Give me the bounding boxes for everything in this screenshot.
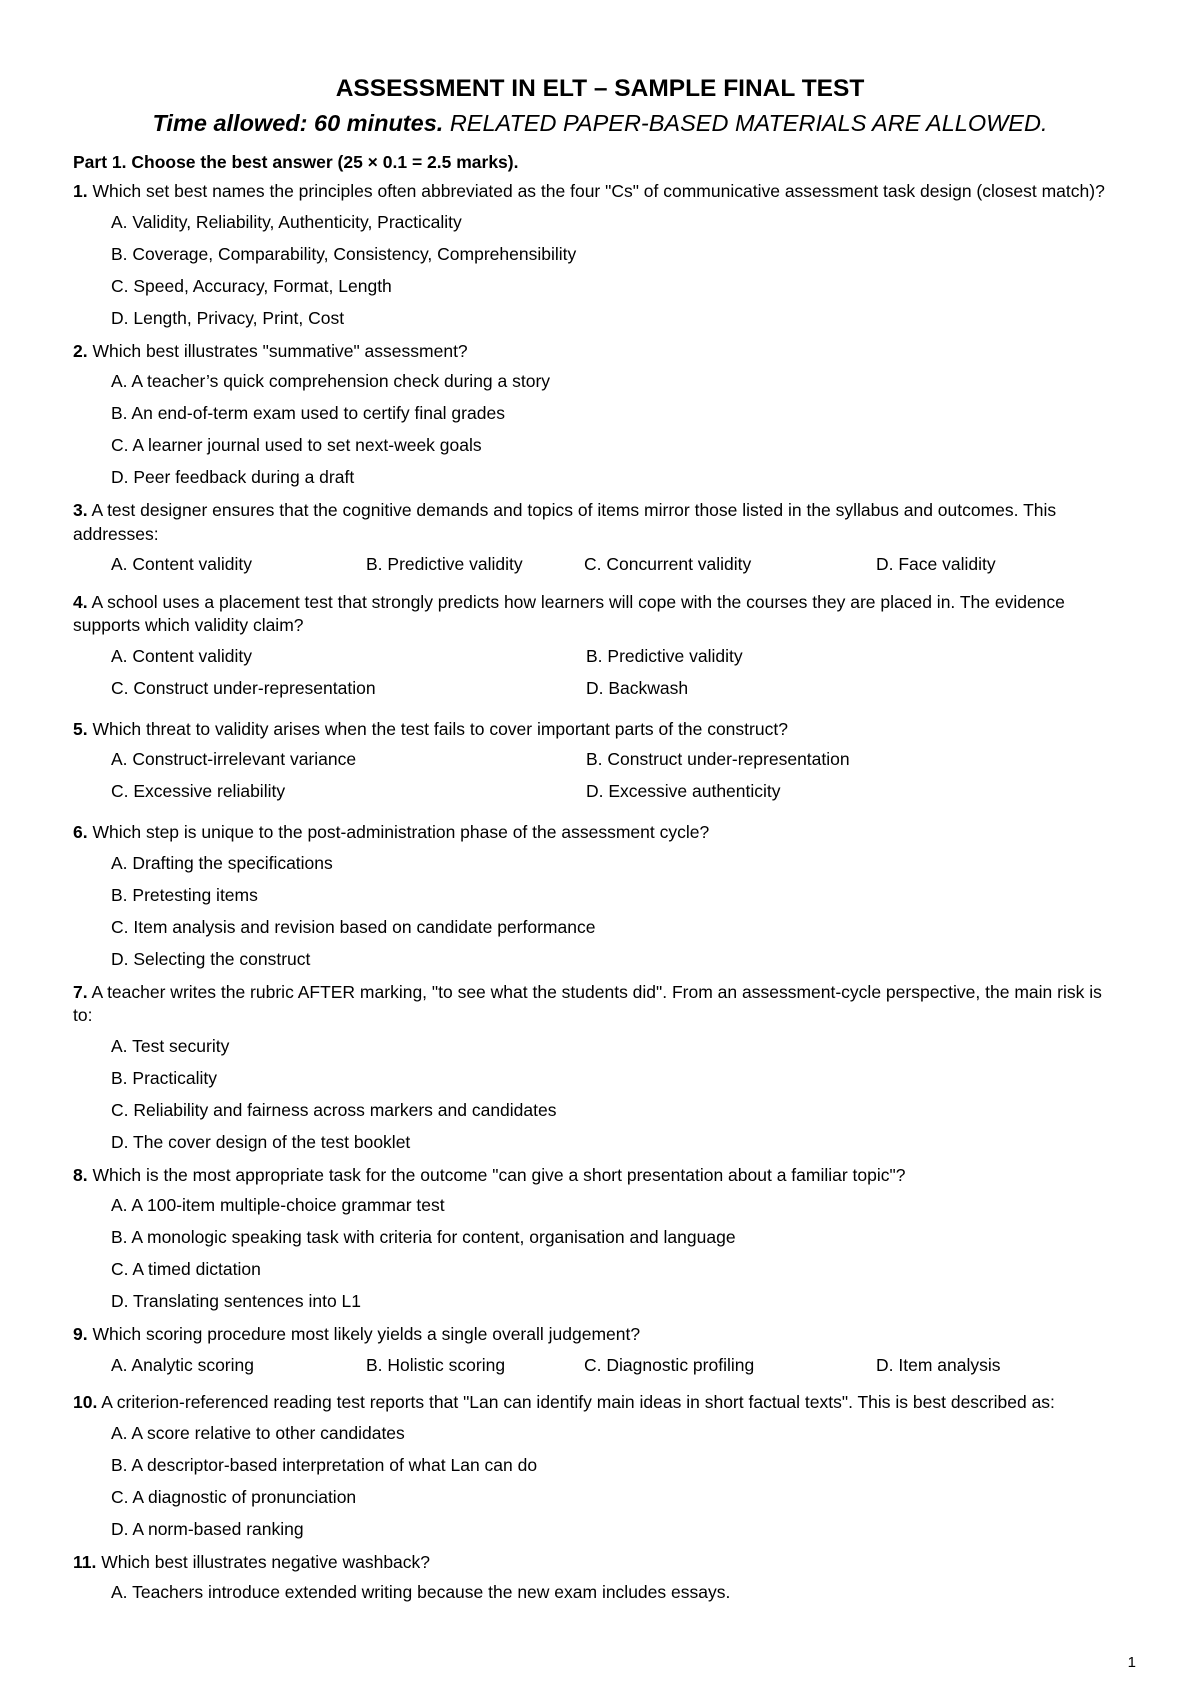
question-number: 7.: [73, 981, 88, 1002]
answer-option-c: C. Reliability and fairness across markers and candidates: [111, 1099, 557, 1120]
answer-option-c: C. Item analysis and revision based on candidate performance: [111, 916, 596, 937]
question-number: 6.: [73, 822, 88, 842]
question-stem: [73, 718, 1128, 742]
answer-options: [111, 853, 1128, 971]
answer-option-d: D. A norm-based ranking: [111, 1518, 304, 1539]
answer-option-a: A. Teachers introduce extended writing because the new exam includes essays.: [111, 1582, 731, 1602]
question-2: [72, 340, 1128, 489]
question-1: [72, 180, 1128, 329]
question-stem: [73, 499, 1128, 546]
question-number: 5.: [73, 718, 88, 739]
answer-options: [111, 646, 1128, 710]
answer-option-b: B. Pretesting items: [111, 884, 258, 905]
answer-option-c: C. Diagnostic profiling: [584, 1354, 755, 1375]
question-8: [72, 1164, 1128, 1313]
question-number: 9.: [73, 1324, 88, 1344]
answer-option-b: B. Predictive validity: [366, 554, 523, 574]
answer-option-c: C. A diagnostic of pronunciation: [111, 1486, 357, 1507]
question-stem: [73, 981, 1128, 1028]
answer-option-d: D. Item analysis: [876, 1354, 1001, 1375]
answer-option-d: D. Peer feedback during a draft: [111, 467, 355, 487]
question-stem: [73, 1391, 1128, 1415]
question-text: Which set best names the principles often abbreviated as the four "Cs" of communicative assessment task design (closest match)?: [87, 181, 1105, 201]
answer-option-d: D. Excessive authenticity: [586, 781, 781, 801]
question-stem: [73, 1164, 1128, 1188]
answer-option-a: A. Validity, Reliability, Authenticity, Practicality: [111, 211, 462, 232]
question-stem: [73, 1323, 1128, 1347]
question-text: A criterion-referenced reading test reports that "Lan can identify main ideas in short factual texts". This is best described as:: [97, 1392, 1055, 1412]
question-6: [72, 821, 1128, 970]
answer-option-d: D. Translating sentences into L1: [111, 1291, 362, 1311]
answer-option-a: A. A 100-item multiple-choice grammar test: [111, 1195, 445, 1215]
question-11: [72, 1551, 1128, 1604]
question-text: Which is the most appropriate task for the outcome "can give a short presentation about a familiar topic"?: [87, 1164, 906, 1185]
answer-option-b: B. Holistic scoring: [366, 1354, 506, 1375]
page-number: 1: [1127, 1654, 1136, 1671]
question-number: 4.: [73, 591, 88, 612]
answer-option-c: C. Construct under-representation: [111, 677, 376, 698]
question-text: Which threat to validity arises when the test fails to cover important parts of the construct?: [87, 718, 788, 739]
answer-option-c: C. Excessive reliability: [111, 781, 286, 801]
question-number: 8.: [73, 1164, 88, 1185]
answer-option-a: A. A score relative to other candidates: [111, 1422, 405, 1443]
question-7: [72, 981, 1128, 1154]
question-number: 10.: [73, 1392, 98, 1412]
question-number: 1.: [73, 181, 88, 201]
answer-option-c: C. Speed, Accuracy, Format, Length: [111, 275, 392, 296]
answer-options: [111, 212, 1128, 330]
materials-note: RELATED PAPER-BASED MATERIALS ARE ALLOWED.: [443, 110, 1048, 136]
answer-option-c: C. A learner journal used to set next-week goals: [111, 435, 482, 455]
answer-option-c: C. Concurrent validity: [584, 554, 752, 574]
answer-option-d: D. Selecting the construct: [111, 948, 311, 969]
document-subtitle: [72, 106, 1128, 140]
question-3: [72, 499, 1128, 576]
question-stem: [73, 1551, 1128, 1575]
answer-option-d: D. Length, Privacy, Print, Cost: [111, 307, 345, 328]
answer-option-d: D. Backwash: [586, 677, 689, 698]
answer-option-a: A. Drafting the specifications: [111, 852, 333, 873]
answer-options: [111, 1036, 1128, 1154]
answer-option-b: B. Predictive validity: [586, 645, 743, 666]
answer-option-b: B. Construct under-representation: [586, 749, 850, 769]
answer-option-a: A. Construct-irrelevant variance: [111, 749, 357, 769]
question-number: 11.: [73, 1551, 97, 1572]
answer-option-b: B. Practicality: [111, 1067, 217, 1088]
answer-options: [111, 1355, 1128, 1377]
question-text: A teacher writes the rubric AFTER marking, "to see what the students did". From an assessment-cycle perspective, the main risk is to:: [73, 981, 1102, 1025]
answer-option-a: A. Content validity: [111, 554, 253, 574]
question-text: A test designer ensures that the cognitive demands and topics of items mirror those listed in the syllabus and outcomes. This addresses:: [73, 500, 1057, 544]
answer-option-d: D. Face validity: [876, 554, 996, 574]
answer-option-b: B. Coverage, Comparability, Consistency, Comprehensibility: [111, 243, 577, 264]
question-number: 2.: [73, 340, 88, 361]
question-10: [72, 1391, 1128, 1540]
question-9: [72, 1323, 1128, 1376]
answer-option-b: B. A descriptor-based interpretation of what Lan can do: [111, 1454, 538, 1475]
answer-option-d: D. The cover design of the test booklet: [111, 1131, 411, 1152]
question-stem: [73, 591, 1128, 638]
answer-options: [111, 1582, 1128, 1604]
question-text: Which best illustrates negative washback?: [96, 1551, 431, 1572]
question-stem: [73, 180, 1128, 204]
question-text: Which step is unique to the post-administration phase of the assessment cycle?: [87, 822, 710, 842]
answer-option-c: C. A timed dictation: [111, 1259, 261, 1279]
document-title: ASSESSMENT IN ELT – SAMPLE FINAL TEST: [335, 75, 865, 102]
answer-options: [111, 554, 1128, 576]
answer-option-a: A. Analytic scoring: [111, 1354, 254, 1375]
answer-option-a: A. Test security: [111, 1035, 230, 1056]
answer-option-b: B. A monologic speaking task with criteria for content, organisation and language: [111, 1227, 736, 1247]
part-1-heading: Part 1. Choose the best answer (25 × 0.1 = 2.5 marks).: [73, 152, 519, 172]
question-text: A school uses a placement test that strongly predicts how learners will cope with the courses they are placed in. The evidence supports which validity claim?: [73, 591, 1065, 635]
answer-options: [111, 749, 1128, 813]
question-5: [72, 718, 1128, 814]
answer-option-a: A. A teacher’s quick comprehension check during a story: [111, 371, 551, 391]
question-stem: [73, 340, 1128, 364]
question-number: 3.: [73, 500, 88, 520]
answer-options: [111, 371, 1128, 489]
question-4: [72, 591, 1128, 710]
question-list: [72, 180, 1128, 1604]
answer-option-b: B. An end-of-term exam used to certify final grades: [111, 403, 505, 423]
question-text: Which best illustrates "summative" assessment?: [87, 340, 468, 361]
answer-options: [111, 1423, 1128, 1541]
answer-option-a: A. Content validity: [111, 645, 253, 666]
question-text: Which scoring procedure most likely yields a single overall judgement?: [87, 1324, 641, 1344]
question-stem: [73, 821, 1128, 845]
answer-options: [111, 1195, 1128, 1313]
time-allowed: Time allowed: 60 minutes.: [152, 110, 444, 136]
